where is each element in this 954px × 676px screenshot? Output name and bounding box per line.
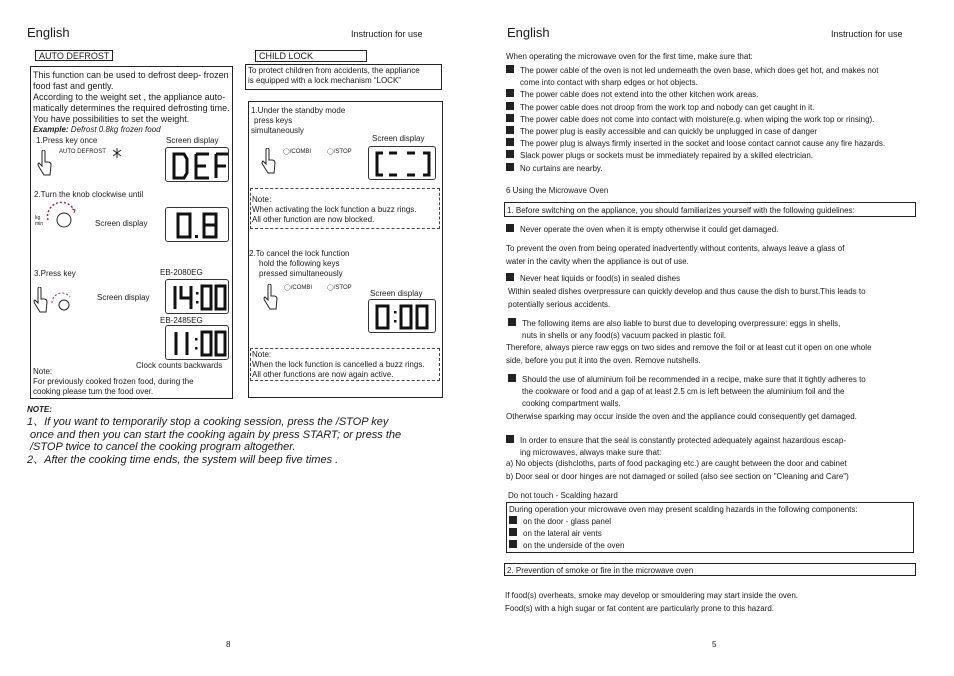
auto-defrost-key-label: AUTO DEFROST (59, 149, 106, 155)
knob-scale-labels (35, 215, 43, 227)
checklist-text: The power cable of the oven is not led underneath the oven base, which does get hot, and makes not (520, 66, 879, 75)
combi-key-label: ◯/COMBI (284, 285, 313, 291)
bullet-text: ing microwaves, always make sure that: (520, 448, 662, 457)
hand-press-icon (262, 284, 278, 312)
screen-display-0-8 (165, 207, 229, 242)
checklist-text: come into contact with sharp edges or hot objects. (520, 78, 698, 88)
lock-step1 (251, 106, 345, 136)
checklist-item (506, 65, 926, 77)
note-line: When activating the lock function a buzz rings. (252, 205, 417, 214)
intro-line: This function can be used to defrost deep- frozen (33, 70, 229, 80)
checklist-item (506, 163, 926, 175)
lock-note-2 (250, 348, 440, 381)
step3-label: 3.Press key (34, 269, 76, 278)
step2-label: 2.Turn the knob clockwise until (34, 190, 144, 199)
checklist-text: The power plug is always firmly inserted in the socket and loose contact cannot cause any fire hazards. (520, 139, 886, 149)
example-text: Defrost 0.8kg frozen food (68, 125, 161, 134)
bullet-text: In order to ensure that the seal is constantly protected adequately against hazardous escap- (520, 436, 846, 445)
screen-display-label: Screen display (97, 293, 150, 302)
checklist-item (506, 126, 926, 138)
sealed-dishes-text (508, 286, 866, 311)
note-line: All other functions are now again active. (252, 370, 394, 379)
scalding-box (506, 502, 914, 553)
stop-key-text: /STOP (333, 285, 352, 291)
prevent-text (506, 243, 844, 268)
paragraph-line: If food(s) overheats, smoke may develop or smouldering may start inside the oven. (505, 591, 799, 600)
model-eb2485eg: EB-2485EG (160, 316, 203, 325)
note-line: All other function are now blocked. (252, 215, 375, 224)
scalding-item: on the door - glass panel (523, 517, 612, 526)
checklist-item (506, 150, 926, 162)
foil-warning-text: Otherwise sparking may occur inside the oven and the appliance could consequently get damaged. (506, 412, 857, 421)
auto-defrost-intro (33, 70, 233, 125)
checklist-text: The power cable does not droop from the work top and nobody can get caught in it. (520, 102, 815, 112)
screen-display-label: Screen display (372, 134, 425, 143)
lock-note-1 (250, 188, 440, 229)
page-header-title: Instruction for use (351, 29, 423, 39)
screen-display-label: Screen display (95, 219, 148, 228)
bullet-burst-items (506, 318, 840, 342)
lock-step2 (249, 249, 350, 279)
intro-line: According to the weight set , the appliance auto- (33, 92, 226, 102)
scalding-item: on the lateral air vents (523, 529, 602, 538)
bullet-text: the cookware or food and a gap of at least 2.5 cm is left between the aluminium foil and the (522, 387, 845, 396)
bullet-text: Should the use of aluminium foil be recommended in a recipe, make sure that it tightly adheres to (522, 375, 866, 384)
bullet-text: Never operate the oven when it is empty otherwise it could get damaged. (520, 225, 779, 234)
screen-display-def (165, 147, 229, 182)
screen-display-11-00 (165, 325, 229, 360)
section-6-heading: 6 Using the Microwave Oven (506, 186, 609, 195)
intro-line: is equipped with a lock mechanism “LOCK” (248, 76, 401, 85)
step-line: 1.Under the standby mode (251, 106, 346, 115)
paragraph-line: Within sealed dishes overpressure can quickly develop and thus cause the dish to burst.This leads to (508, 287, 866, 296)
intro-line: You have possibilities to set the weight. (33, 114, 190, 124)
bullet-text: cooking compartment walls. (522, 399, 621, 408)
page-number: 8 (226, 640, 231, 649)
step-line: hold the following keys (259, 259, 340, 268)
defrost-note-label: Note: (33, 367, 53, 376)
screen-display-14-00 (165, 279, 229, 314)
auto-defrost-heading: AUTO DEFROST (35, 50, 113, 61)
note-line: For previously cooked frozen food, during the (33, 377, 194, 386)
combi-key-text: /COMBI (290, 285, 313, 291)
note-body (27, 416, 447, 466)
seal-condition-b: b) Door seal or door hinges are not damaged or soiled (also see section on "Cleaning and Care") (506, 472, 849, 481)
checklist-text: Slack power plugs or sockets must be immediately repaired by a skilled electrician. (520, 151, 814, 161)
step-line: pressed simultaneously (259, 269, 343, 278)
paragraph-line: potentially serious accidents. (508, 299, 611, 309)
checklist-text: The power cable does not come into contact with moisture(e.g. when wiping the work top or rinsing). (520, 114, 875, 124)
note-line: Note: (252, 350, 272, 359)
guidelines-box: 1. Before switching on the appliance, you should familiarizes yourself with the following guidelines: (504, 202, 916, 217)
knob-min-label: min (35, 221, 44, 227)
note-line: once and then you can start the cooking again by press START; or press the (30, 428, 402, 441)
scalding-intro: During operation your microwave oven may present scalding hazards in the following components: (509, 505, 858, 514)
intro-line: To protect children from accidents, the appliance (248, 66, 420, 75)
intro-line: matically determines the required defrosting time. (33, 103, 230, 113)
step-line: simultaneously (251, 126, 304, 135)
screen-display-0-00 (368, 299, 436, 333)
checklist-text: The power plug is easily accessible and can quickly be unplugged in case of danger (520, 127, 818, 137)
knob-kg-label: kg (35, 215, 41, 221)
stop-key-label: ◯/STOP (327, 149, 352, 155)
bullet-empty-oven (506, 224, 778, 235)
child-lock-heading: CHILD LOCK (255, 50, 367, 62)
bullet-text: The following items are also liable to burst due to developing overpressure: eggs in shells, (522, 319, 841, 328)
step1-label: 1.Press key once (36, 136, 98, 145)
checklist-item (506, 102, 926, 114)
page-header-title: Instruction for use (831, 29, 903, 39)
defrost-note-text (33, 377, 194, 397)
combi-key-text: /COMBI (289, 149, 312, 155)
scalding-item: on the underside of the oven (523, 541, 625, 550)
paragraph-line: To prevent the oven from being operated inadvertently without contents, always leave a glass of (506, 244, 845, 253)
note-line: 1、If you want to temporarily stop a cooking session, press the /STOP key (27, 416, 389, 428)
note-line: 2、After the cooking time ends, the system will beep five times . (27, 453, 339, 466)
paragraph-line: Food(s) with a high sugar or fat content are particularly prone to this hazard. (505, 603, 775, 613)
first-use-intro: When operating the microwave oven for the first time, make sure that: (506, 52, 753, 61)
note-line: /STOP twice to cancel the cooking program altogether. (30, 441, 296, 453)
stop-key-label: ◯/STOP (327, 285, 352, 291)
note-line: Note： (252, 195, 277, 204)
checklist-item (506, 89, 926, 101)
checklist-item (506, 138, 926, 150)
combi-key-label: ◯/COMBI (283, 149, 312, 155)
bullet-text: Never heat liquids or food(s) in sealed dishes (520, 274, 681, 283)
knob-press-icon (46, 289, 76, 317)
bullet-door-seal (506, 435, 846, 459)
note-line: When the lock function is cancelled a buzz rings. (252, 360, 425, 369)
page-language: English (507, 25, 550, 40)
scalding-heading: Do not touch - Scalding hazard (508, 491, 618, 500)
checklist-item (506, 114, 926, 126)
seal-condition-a: a) No objects (dishcloths, parts of food packaging etc.) are caught between the door and cabinet (506, 459, 847, 468)
example-label: Example: (33, 125, 69, 134)
paragraph-line: water in the cavity when the appliance is out of use. (506, 256, 689, 266)
example-line (33, 125, 161, 135)
child-lock-intro (245, 64, 442, 90)
bullet-text: nuts in shells or any food(s) vacuum packed in plastic foil. (522, 331, 727, 340)
paragraph-line: Therefore, always pierce raw eggs on two sides and remove the foil or at least cut it open on one whole (506, 343, 872, 352)
snowflake-icon (112, 147, 122, 159)
checklist-text: No curtains are nearby. (520, 163, 603, 173)
bullet-aluminium-foil (506, 374, 866, 410)
intro-line: food fast and gently. (33, 81, 114, 91)
page-language: English (27, 25, 70, 40)
clock-countdown-note: Clock counts backwards (136, 361, 223, 370)
step-line: press keys (254, 116, 293, 125)
screen-display-label: Screen display (370, 289, 423, 298)
first-use-checklist (506, 65, 926, 175)
screen-display-lock (368, 146, 436, 180)
smoke-text (505, 590, 798, 615)
screen-display-label: Screen display (166, 136, 219, 145)
smoke-prevention-box: 2. Prevention of smoke or fire in the microwave oven (504, 563, 916, 576)
hand-press-icon (260, 148, 276, 176)
page-number: 5 (712, 640, 717, 649)
note-line: cooking please turn the food over. (33, 387, 154, 396)
burst-items-text (506, 342, 872, 367)
hand-press-icon (36, 150, 52, 178)
paragraph-line: side, before you put it into the oven. Remove nutshells. (506, 355, 701, 365)
model-eb2080eg: EB-2080EG (160, 268, 203, 277)
bullet-sealed-dishes (506, 273, 680, 284)
stop-key-text: /STOP (333, 149, 352, 155)
checklist-text: The power cable does not extend into the other kitchen work areas. (520, 90, 759, 100)
note-heading: NOTE: (27, 405, 52, 414)
step-line: 2.To cancel the lock function (249, 249, 350, 258)
